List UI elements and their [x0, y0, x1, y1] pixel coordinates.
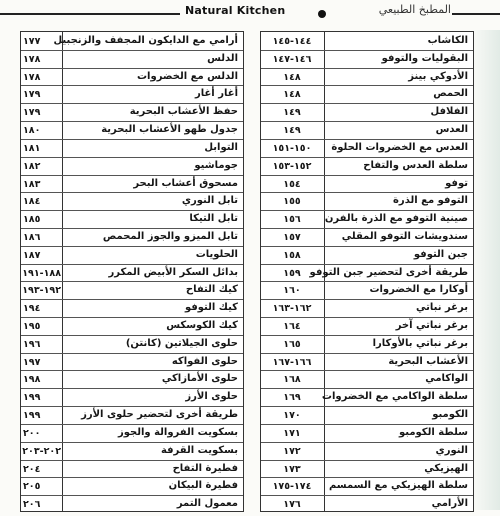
index-row [21, 388, 243, 407]
index-entry-title: الهيزيكي [424, 462, 468, 474]
index-row [261, 477, 473, 496]
index-entry-title: الحلويات [195, 248, 238, 260]
index-row [21, 424, 243, 443]
index-row [261, 406, 473, 425]
index-entry-title: جدول طهو الأعشاب البحرية [101, 124, 238, 136]
index-entry-title: معمول التمر [176, 498, 238, 510]
index-page-number: ١٩٩ [23, 410, 41, 422]
index-page-number: ١٥٧ [283, 231, 301, 243]
index-page-number: ١٨١ [23, 142, 41, 154]
index-page-number: ١٧٨ [23, 53, 41, 65]
index-row [261, 121, 473, 140]
header-rule-right [452, 13, 500, 15]
index-page-number: ١٤٤-١٤٥ [272, 36, 312, 47]
index-entry-title: الدلس مع الخضروات [137, 70, 238, 82]
index-row [261, 264, 473, 283]
index-row [21, 460, 243, 479]
index-entry-title: جبن التوفو [413, 248, 468, 260]
index-page-number: ١٦٦-١٦٧ [272, 356, 312, 368]
index-row [261, 85, 473, 104]
index-row [21, 175, 243, 194]
index-page-number: ١٨٣ [23, 178, 41, 190]
page-header [0, 0, 500, 30]
index-entry-title: كيك التفاح [185, 284, 238, 296]
index-row [261, 281, 473, 300]
index-entry-title: توفو [445, 177, 468, 189]
index-entry-title: الكومبو [432, 409, 468, 421]
index-page-number: ١٥٤ [283, 178, 301, 190]
index-entry-title: الأرامي [431, 498, 468, 510]
index-row [261, 139, 473, 158]
index-page-number: ١٦٨ [283, 374, 301, 386]
index-row [21, 157, 243, 176]
index-entry-title: النوري [435, 444, 468, 456]
index-page-number: ١٧٢ [283, 445, 301, 457]
index-page-number: ١٥٥ [283, 196, 301, 208]
index-row [21, 281, 243, 300]
index-row [261, 32, 473, 51]
index-row [21, 335, 243, 354]
index-entry-title: العدس مع الخضروات الحلوة [331, 141, 468, 153]
index-row [261, 424, 473, 443]
index-row [21, 495, 243, 513]
index-row [21, 477, 243, 496]
index-page-number: ١٤٩ [283, 125, 301, 137]
index-entry-title: حلوى الفواكه [171, 355, 238, 367]
index-entry-title: التوابل [204, 141, 238, 153]
index-entry-title: كيك التوفو [184, 302, 238, 314]
header-title-english: Natural Kitchen [185, 4, 286, 17]
index-row [21, 85, 243, 104]
index-row [21, 246, 243, 265]
index-row [261, 50, 473, 69]
index-row [261, 370, 473, 389]
index-entry-title: بدائل السكر الأبيض المكرر [108, 266, 238, 278]
index-page-number: ١٩٥ [23, 321, 41, 333]
index-entry-title: فطيرة التفاح [172, 462, 238, 474]
index-entry-title: بسكويت الفروالة والجوز [117, 426, 238, 438]
index-page-number: ١٧٦ [283, 499, 301, 511]
index-page-number: ١٩٦ [23, 338, 41, 350]
index-entry-title: سلطة العدس والتفاح [363, 159, 468, 171]
index-page-number: ١٩٧ [23, 356, 41, 368]
index-row [261, 317, 473, 336]
index-column-right [260, 31, 474, 512]
index-entry-title: تابل الميزو والجوز المحمص [102, 230, 238, 242]
index-entry-title: فطيرة البيكان [168, 480, 238, 492]
index-entry-title: الكاشاب [427, 35, 468, 46]
header-rule-left [0, 13, 180, 15]
index-page-number: ١٨٨-١٩١ [22, 267, 61, 279]
index-row [21, 192, 243, 211]
index-page-number: ١٥٨ [283, 249, 301, 261]
index-row [261, 228, 473, 247]
index-row [21, 442, 243, 461]
index-entry-title: الواكامي [425, 373, 468, 385]
page-edge-tint [470, 30, 500, 510]
index-page-number: ١٥٢-١٥٣ [272, 160, 312, 172]
index-row [21, 103, 243, 122]
index-entry-title: سلطة الواكامي مع الخضروات [321, 391, 468, 403]
index-page-number: ١٤٨ [283, 89, 301, 101]
index-row [261, 210, 473, 229]
index-entry-title: أوكارا مع الخضروات [369, 284, 468, 296]
index-row [261, 246, 473, 265]
index-page-number: ١٦٤ [283, 321, 301, 333]
index-entry-title: صينية التوفو مع الذرة بالفرن [324, 213, 468, 225]
index-entry-title: الأعشاب البحرية [388, 355, 468, 367]
index-column-left [20, 31, 244, 512]
index-entry-title: سلطة الكومبو [398, 426, 468, 438]
index-entry-title: تابل التيكا [189, 213, 238, 225]
header-bullet-icon [318, 10, 326, 18]
index-entry-title: حلوى الأمازاكي [161, 373, 238, 385]
index-row [21, 121, 243, 140]
index-entry-title: حفظ الأعشاب البحرية [129, 106, 238, 118]
index-row [21, 353, 243, 372]
index-entry-title: طريقة أخرى لتحضير حلوى الأرز [81, 409, 238, 421]
index-row [261, 460, 473, 479]
index-entry-title: التوفو مع الذرة [393, 195, 468, 207]
index-row [261, 175, 473, 194]
index-row [261, 335, 473, 354]
index-entry-title: الأدوكي بينز [408, 70, 468, 82]
index-row [261, 68, 473, 87]
index-row [261, 299, 473, 318]
index-page-number: ٢٠٠ [23, 427, 41, 439]
index-row [261, 495, 473, 513]
index-row [261, 192, 473, 211]
index-entry-title: أرامي مع الدايكون المجفف والزنجبيل [53, 35, 238, 46]
index-page-number: ١٤٩ [283, 107, 301, 119]
index-page-number: ١٦٢-١٦٣ [272, 303, 312, 315]
index-page-number: ١٦٠ [283, 285, 301, 297]
index-page-number: ١٧٩ [23, 89, 41, 101]
index-entry-title: سندويشات التوفو المقلي [341, 230, 468, 242]
index-entry-title: كيك الكوسكس [166, 320, 238, 332]
index-page-number: ١٥٦ [283, 214, 301, 226]
index-row [21, 264, 243, 283]
index-page-number: ٢٠٦ [23, 499, 41, 511]
index-page-number: ١٩٢-١٩٣ [22, 285, 61, 297]
index-row [21, 299, 243, 318]
index-page-number: ١٩٨ [23, 374, 41, 386]
index-entry-title: جوماشيو [194, 159, 238, 171]
index-entry-title: طريقة أخرى لتحضير جبن التوفو [309, 266, 468, 278]
index-entry-title: برغر نباتي [416, 302, 468, 314]
index-page-number: ١٨٧ [23, 249, 41, 261]
index-entry-title: سلطة الهيزيكي مع السمسم [328, 480, 468, 492]
index-page-number: ١٧٣ [283, 463, 301, 475]
index-row [21, 370, 243, 389]
index-entry-title: بسكويت القرفة [160, 444, 238, 456]
index-row [261, 103, 473, 122]
index-page-number: ١٥٠-١٥١ [272, 142, 312, 154]
index-page-number: ١٨٦ [23, 231, 41, 243]
index-entry-title: الدلس [207, 52, 238, 64]
index-row [261, 388, 473, 407]
index-page-number: ١٥٩ [283, 267, 301, 279]
index-entry-title: برغر نباتي بالأوكارا [372, 337, 468, 349]
index-entry-title: البقوليات والتوفو [381, 52, 468, 64]
index-entry-title: أغار أغار [194, 88, 238, 100]
index-row [21, 50, 243, 69]
index-page-number: ١٤٨ [283, 71, 301, 83]
index-page-number: ٢٠٤ [23, 463, 41, 475]
index-row [261, 353, 473, 372]
index-row [21, 32, 243, 51]
index-page-number: ٢٠٢-٢٠٣ [22, 445, 61, 457]
index-page-number: ١٦٥ [283, 338, 301, 350]
index-row [21, 68, 243, 87]
index-page-number: ١٨٥ [23, 214, 41, 226]
index-page-number: ١٦٩ [283, 392, 301, 404]
index-row [21, 228, 243, 247]
index-page-number: ١٧٩ [23, 107, 41, 119]
index-entry-title: الحمص [433, 88, 468, 100]
index-page-number: ١٨٤ [23, 196, 41, 208]
index-entry-title: الفلافل [430, 106, 468, 118]
index-entry-title: برغر نباتي آخر [395, 320, 468, 332]
index-entry-title: حلوى الجيلاتين (كانتن) [125, 337, 238, 349]
index-entry-title: مسحوق أعشاب البحر [133, 177, 238, 189]
index-page-number: ١٧٨ [23, 71, 41, 83]
index-page-number: ١٧٠ [283, 410, 301, 422]
index-page-number: ١٧٤-١٧٥ [272, 481, 312, 493]
header-title-arabic: المطبخ الطبيعي [378, 3, 451, 16]
index-row [21, 139, 243, 158]
index-page-number: ١٩٩ [23, 392, 41, 404]
index-entry-title: تابل النوري [181, 195, 238, 207]
index-row [21, 210, 243, 229]
index-entry-title: حلوى الأرز [185, 391, 238, 403]
index-entry-title: العدس [435, 124, 468, 136]
index-page-number: ١٨٠ [23, 125, 41, 137]
index-row [21, 317, 243, 336]
index-page-number: ١٧٧ [23, 36, 41, 47]
index-page-number: ١٨٢ [23, 160, 41, 172]
index-page-number: ٢٠٥ [23, 481, 41, 493]
index-page-number: ١٩٤ [23, 303, 41, 315]
index-page-number: ١٤٦-١٤٧ [272, 53, 312, 65]
index-row [261, 157, 473, 176]
index-row [261, 442, 473, 461]
index-row [21, 406, 243, 425]
index-page-number: ١٧١ [283, 427, 301, 439]
